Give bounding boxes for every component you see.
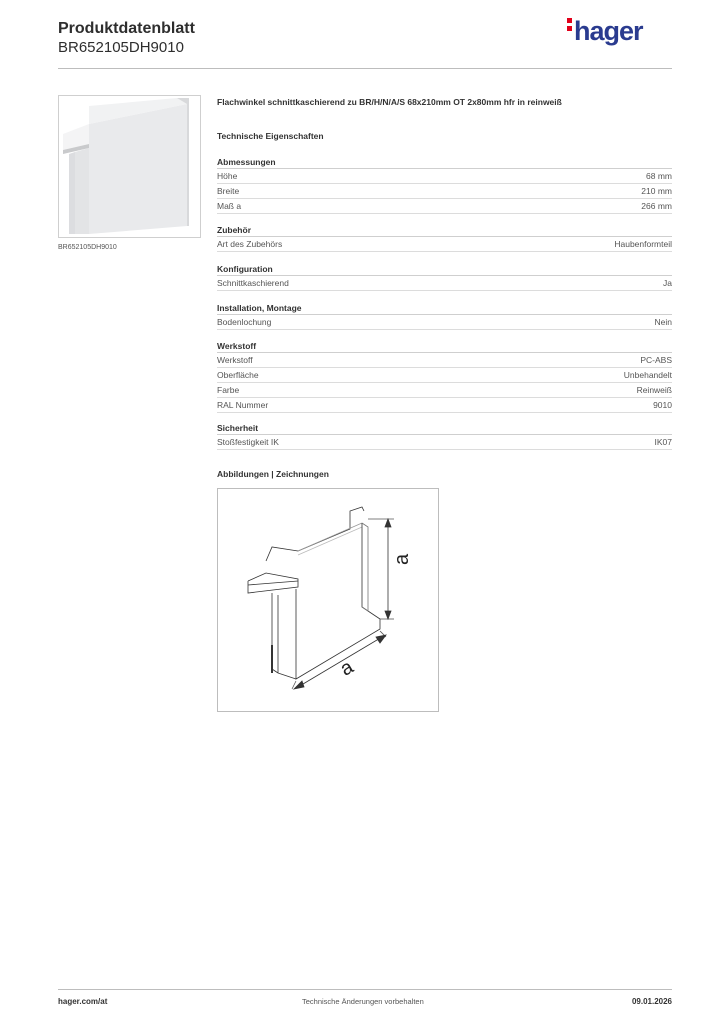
spec-row — [217, 184, 672, 199]
spec-label: RAL Nummer — [217, 400, 269, 410]
spec-row — [217, 435, 672, 450]
spec-row — [217, 315, 672, 330]
footer-website-link[interactable]: hager.com/at — [58, 997, 108, 1006]
spec-value: PC-ABS — [640, 355, 672, 365]
spec-value: 9010 — [653, 400, 672, 410]
drawing-top-edge — [298, 507, 364, 551]
technical-drawing-svg — [218, 489, 438, 711]
logo-text: hager — [574, 16, 643, 46]
spec-label: Art des Zubehörs — [217, 239, 283, 249]
drawing-base-line — [278, 673, 296, 679]
spec-label: Maß a — [217, 201, 242, 211]
spec-label: Farbe — [217, 385, 240, 395]
spec-value: Unbehandelt — [623, 370, 672, 380]
spec-value: 210 mm — [641, 186, 672, 196]
dim-arrow — [385, 519, 391, 527]
product-description: Flachwinkel schnittkaschierend zu BR/H/N/A/S 68x210mm OT 2x80mm hfr in reinweiß — [217, 97, 562, 107]
group-abmessungen — [217, 156, 672, 214]
hager-logo — [567, 15, 643, 47]
product-image-svg — [59, 96, 200, 237]
page-title: Produktdatenblatt — [58, 20, 195, 37]
spec-label: Werkstoff — [217, 355, 253, 365]
dim-arrow — [376, 635, 386, 643]
spec-row — [217, 276, 672, 291]
spec-row — [217, 199, 672, 214]
group-title: Installation, Montage — [217, 302, 672, 315]
technical-drawing — [217, 488, 439, 712]
spec-value: IK07 — [654, 437, 672, 447]
header-divider — [58, 68, 672, 69]
group-zubehoer — [217, 224, 672, 252]
spec-value: Nein — [654, 317, 672, 327]
dim-label-diagonal: a — [336, 655, 358, 681]
group-title: Werkstoff — [217, 340, 672, 353]
spec-label: Oberfläche — [217, 370, 259, 380]
spec-value: Ja — [663, 278, 672, 288]
drawing-right-edge — [362, 523, 368, 611]
drawing-flange-line — [248, 581, 298, 585]
spec-value: 68 mm — [646, 171, 672, 181]
product-image-caption: BR652105DH9010 — [58, 244, 117, 251]
drawing-hatch — [298, 523, 362, 551]
footer-date: 09.01.2026 — [631, 997, 672, 1006]
group-sicherheit — [217, 422, 672, 450]
spec-row — [217, 368, 672, 383]
spec-label: Schnittkaschierend — [217, 278, 289, 288]
product-lower-left — [75, 148, 89, 234]
spec-label: Stoßfestigkeit IK — [217, 437, 279, 447]
spec-row — [217, 169, 672, 184]
spec-value: Reinweiß — [636, 385, 672, 395]
spec-value: 266 mm — [641, 201, 672, 211]
dim-label-vertical: a — [391, 553, 413, 565]
spec-value: Haubenformteil — [614, 239, 672, 249]
spec-row — [217, 353, 672, 368]
dim-arrow — [385, 611, 391, 619]
spec-row — [217, 398, 672, 413]
group-werkstoff — [217, 340, 672, 413]
figures-title: Abbildungen | Zeichnungen — [217, 469, 329, 479]
group-konfiguration — [217, 263, 672, 291]
group-title: Abmessungen — [217, 156, 672, 169]
group-title: Sicherheit — [217, 422, 672, 435]
drawing-flange-top — [266, 547, 298, 561]
group-title: Zubehör — [217, 224, 672, 237]
technical-properties-title: Technische Eigenschaften — [217, 131, 324, 141]
group-installation — [217, 302, 672, 330]
logo-dots-icon — [567, 15, 572, 34]
footer-divider — [58, 989, 672, 990]
footer-note: Technische Änderungen vorbehalten — [302, 997, 424, 1006]
product-face — [89, 104, 187, 234]
product-code: BR652105DH9010 — [58, 39, 184, 56]
spec-row — [217, 237, 672, 252]
product-strip — [69, 152, 75, 234]
drawing-hatch — [298, 527, 362, 555]
spec-label: Bodenlochung — [217, 317, 272, 327]
spec-row — [217, 383, 672, 398]
group-title: Konfiguration — [217, 263, 672, 276]
product-image — [58, 95, 201, 238]
spec-label: Höhe — [217, 171, 238, 181]
spec-label: Breite — [217, 186, 240, 196]
